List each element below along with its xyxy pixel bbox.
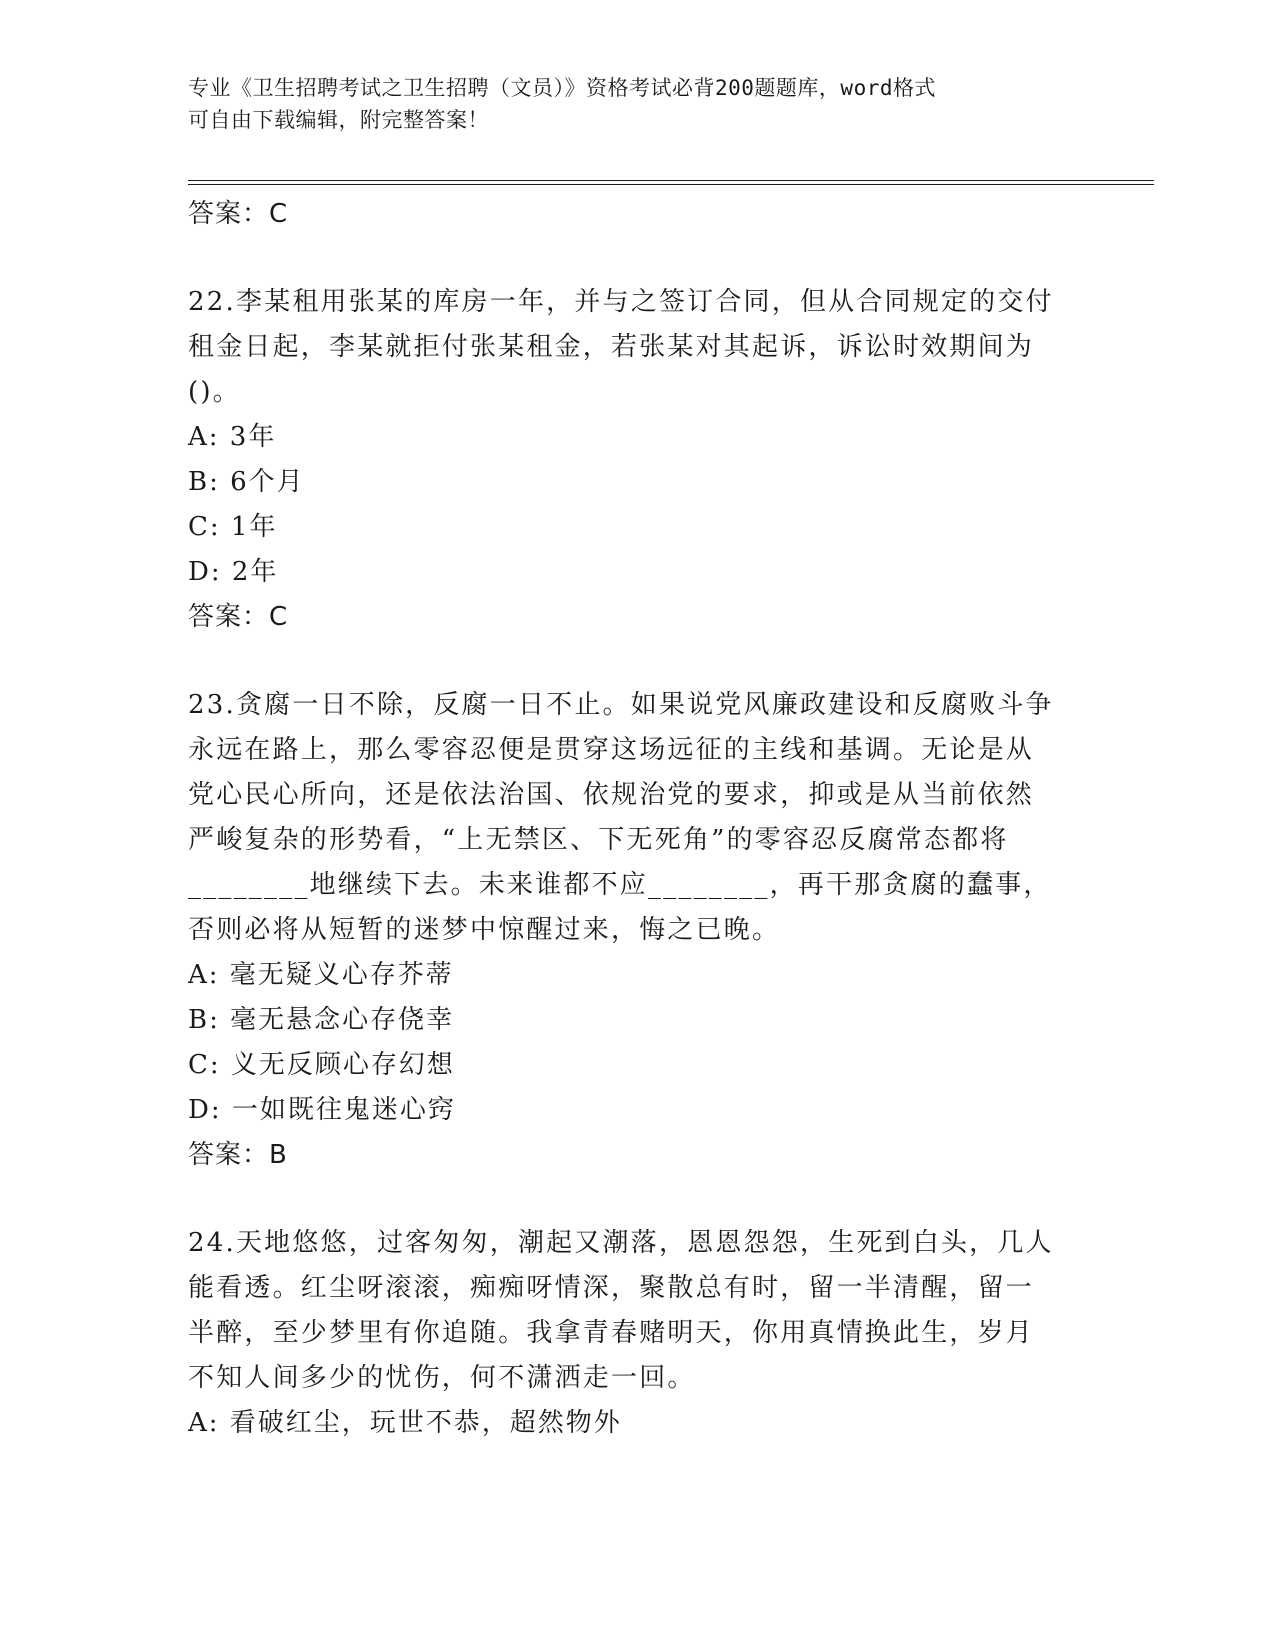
question-23-option-d: D: 一如既往鬼迷心窍 xyxy=(188,1095,456,1125)
question-24-stem-line: 能看透。红尘呀滚滚，痴痴呀情深，聚散总有时，留一半清醒，留一 xyxy=(188,1273,1035,1303)
question-22-option-b: B: 6个月 xyxy=(188,467,305,497)
question-24-stem-line: 半醉，至少梦里有你追随。我拿青春赌明天，你用真情换此生，岁月 xyxy=(188,1318,1035,1348)
spacer xyxy=(188,1177,1088,1221)
question-23 xyxy=(188,683,1088,1177)
question-22-stem-line: ()。 xyxy=(188,377,241,407)
question-23-stem-line: 严峻复杂的形势看，“上无禁区、下无死角”的零容忍反腐常态都将 xyxy=(188,825,1009,855)
question-24-stem-line: 不知人间多少的忧伤，何不潇洒走一回。 xyxy=(188,1363,696,1393)
header-line-2: 可自由下载编辑，附完整答案！ xyxy=(188,108,489,132)
spacer xyxy=(188,236,1088,280)
question-23-option-b: B: 毫无悬念心存侥幸 xyxy=(188,1005,455,1035)
answer-q21: 答案：C xyxy=(188,199,289,229)
question-23-stem-line: 否则必将从短暂的迷梦中惊醒过来，悔之已晚。 xyxy=(188,915,781,945)
question-23-stem-line: 党心民心所向，还是依法治国、依规治党的要求，抑或是从当前依然 xyxy=(188,780,1035,810)
document-header xyxy=(188,72,1068,136)
question-23-stem-line: 23.贪腐一日不除，反腐一日不止。如果说党风廉政建设和反腐败斗争 xyxy=(188,690,1054,720)
question-23-answer: 答案：B xyxy=(188,1140,288,1170)
question-22-option-d: D: 2年 xyxy=(188,557,279,587)
question-23-option-a: A: 毫无疑义心存芥蒂 xyxy=(188,960,454,990)
document-body xyxy=(188,192,1088,1446)
question-22-option-c: C: 1年 xyxy=(188,512,278,542)
question-22-stem-line: 租金日起，李某就拒付张某租金，若张某对其起诉，诉讼时效期间为 xyxy=(188,332,1035,362)
question-24-option-a: A: 看破红尘，玩世不恭，超然物外 xyxy=(188,1408,622,1438)
header-line-1: 专业《卫生招聘考试之卫生招聘（文员）》资格考试必背200题题库，word格式 xyxy=(188,76,936,100)
question-23-stem-line: 永远在路上，那么零容忍便是贯穿这场远征的主线和基调。无论是从 xyxy=(188,735,1035,765)
question-22-option-a: A: 3年 xyxy=(188,422,277,452)
question-23-option-c: C: 义无反顾心存幻想 xyxy=(188,1050,455,1080)
question-24-stem-line: 24.天地悠悠，过客匆匆，潮起又潮落，恩恩怨怨，生死到白头，几人 xyxy=(188,1228,1054,1258)
header-divider-bottom xyxy=(188,184,1154,185)
header-divider-top xyxy=(188,180,1154,181)
question-22 xyxy=(188,280,1088,639)
question-22-stem-line: 22.李某租用张某的库房一年，并与之签订合同，但从合同规定的交付 xyxy=(188,287,1054,317)
question-22-answer: 答案：C xyxy=(188,602,289,632)
question-23-stem-line: ________地继续下去。未来谁都不应________，再干那贪腐的蠢事， xyxy=(188,870,1052,900)
question-24 xyxy=(188,1221,1088,1446)
spacer xyxy=(188,639,1088,683)
